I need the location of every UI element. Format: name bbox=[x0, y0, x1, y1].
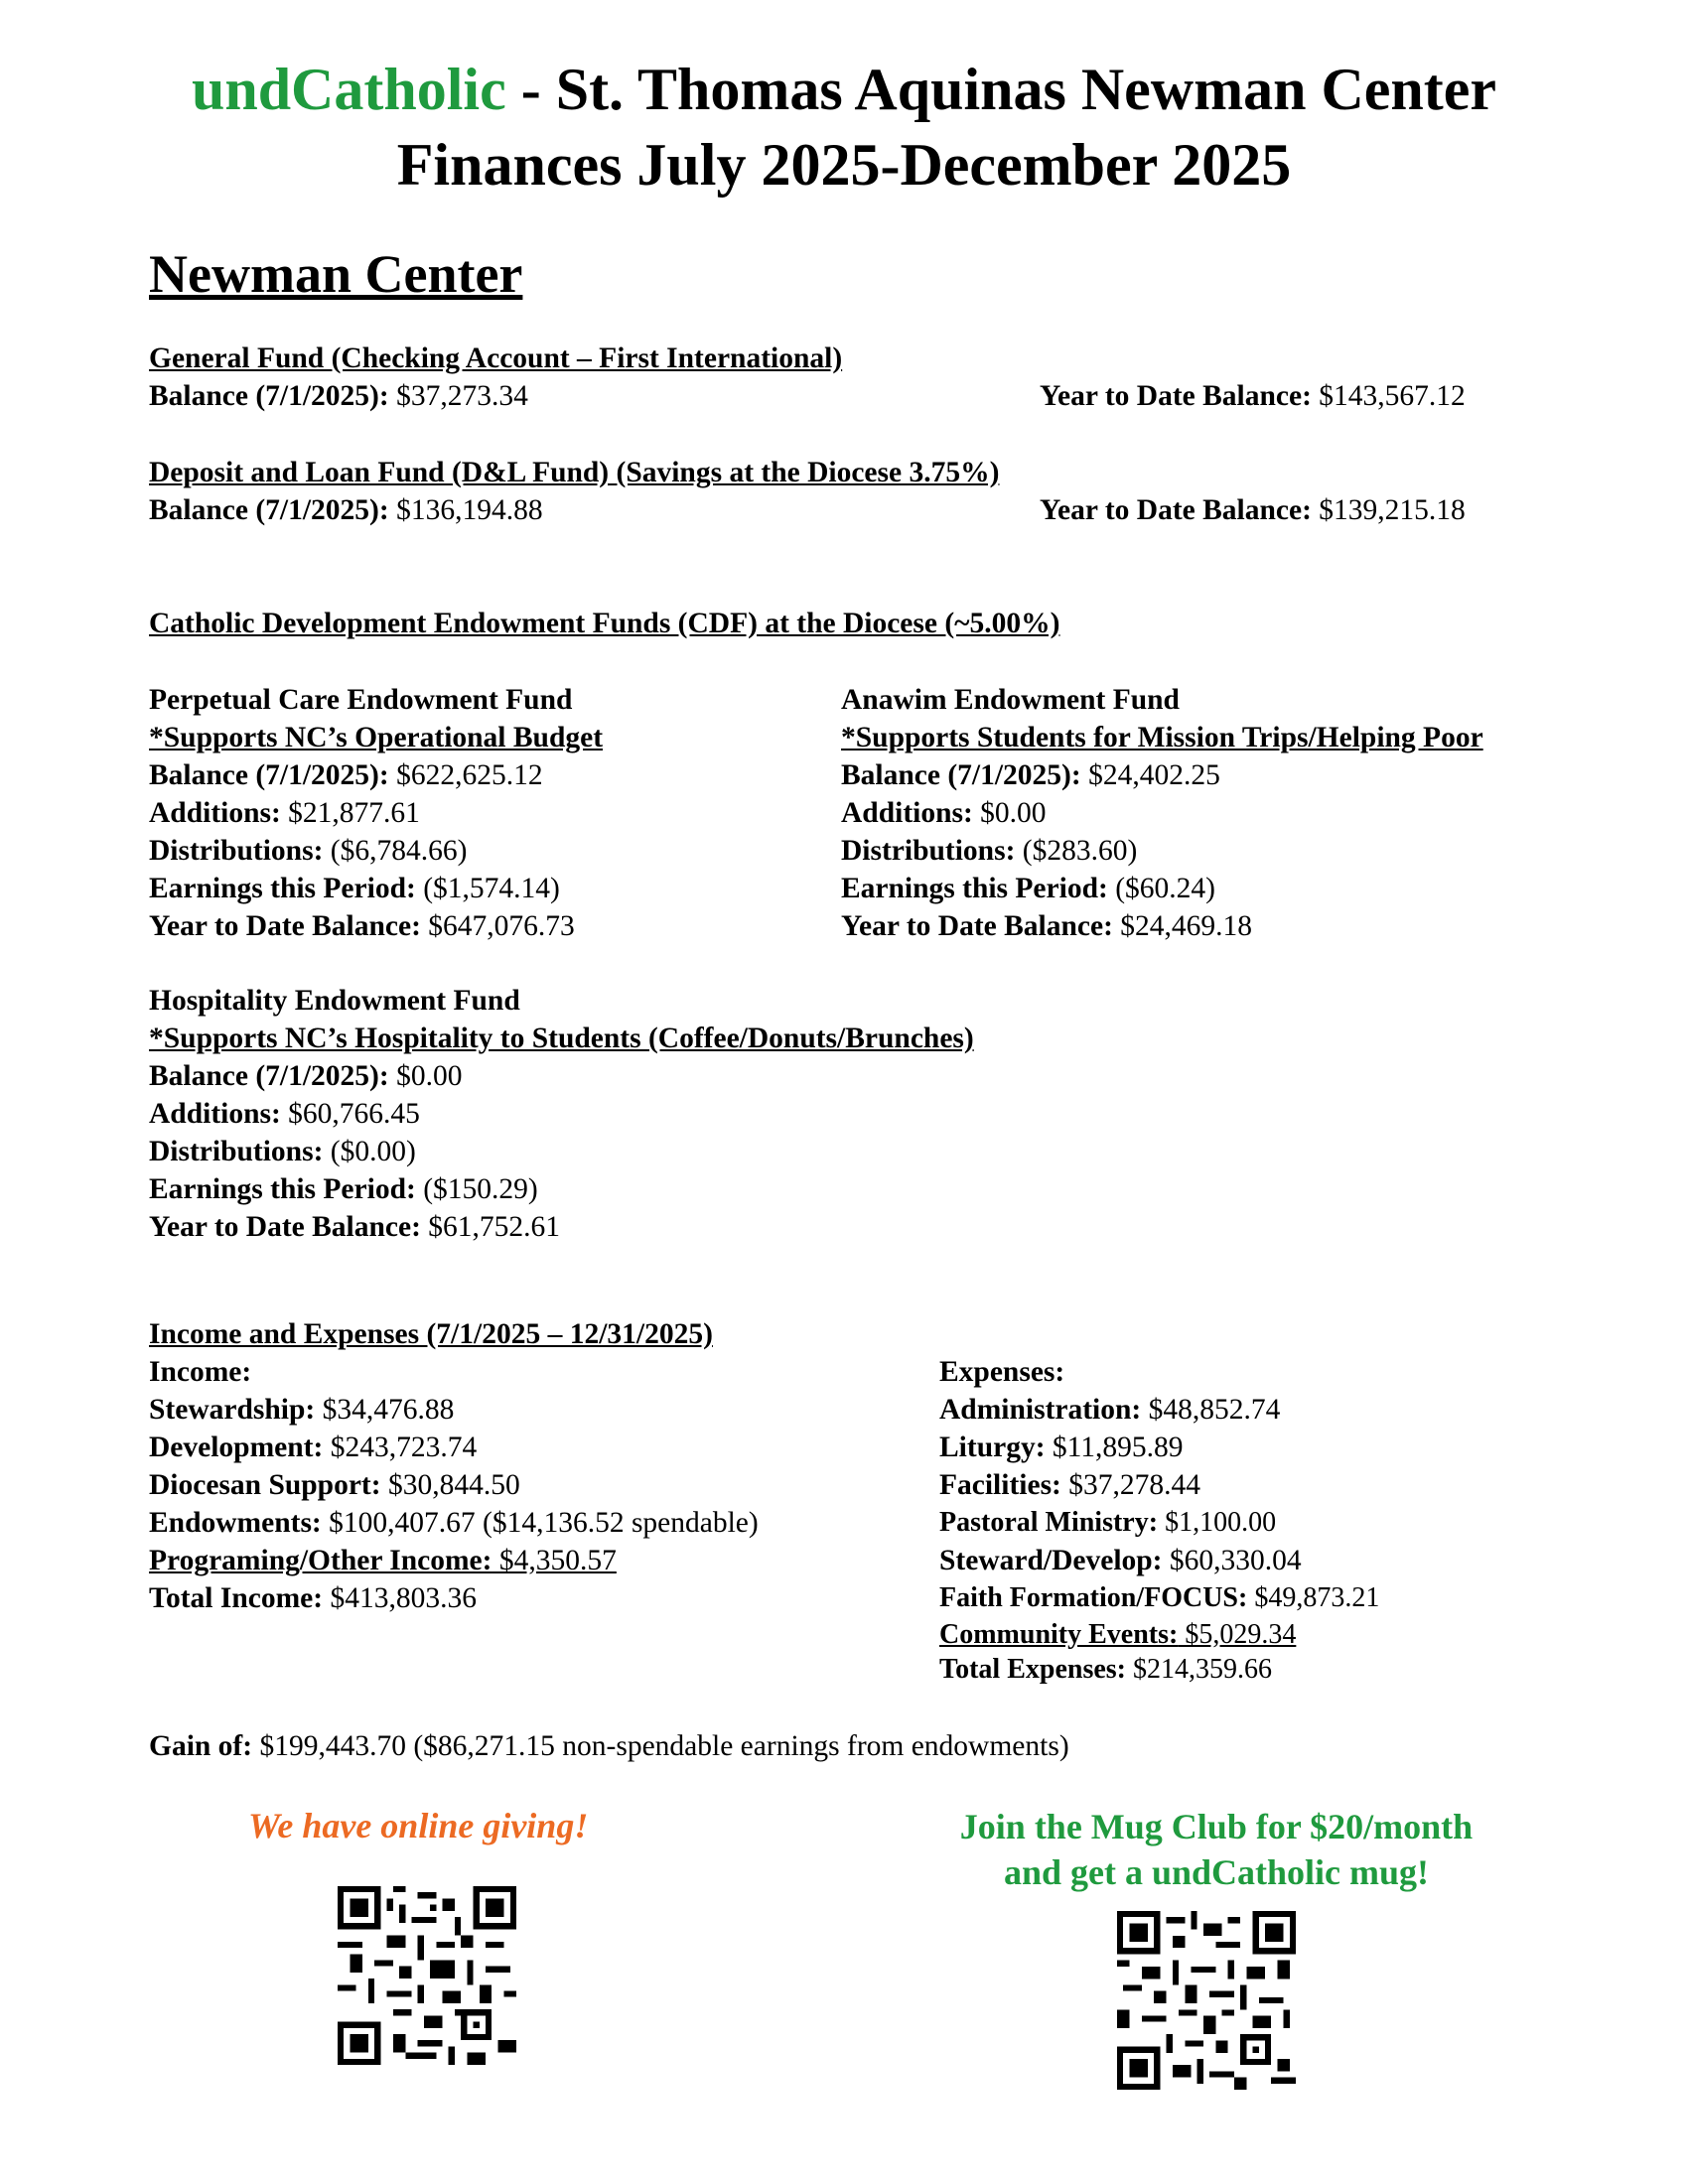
anawim-fund-supports: *Supports Students for Mission Trips/Helping Poor bbox=[841, 722, 1483, 753]
fund-row: Distributions: ($0.00) bbox=[149, 1136, 416, 1167]
expense-row: Steward/Develop: $60,330.04 bbox=[939, 1545, 1302, 1576]
fund-row: Earnings this Period: ($150.29) bbox=[149, 1173, 538, 1205]
expense-row: Liturgy: $11,895.89 bbox=[939, 1432, 1184, 1463]
dl-fund-ytd: Year to Date Balance: $139,215.18 bbox=[1040, 494, 1466, 526]
income-row: Programing/Other Income: $4,350.57 bbox=[149, 1545, 617, 1576]
cdf-heading: Catholic Development Endowment Funds (CDF) at the Diocese (~5.00%) bbox=[149, 608, 1060, 639]
income-block bbox=[149, 1353, 759, 1617]
perpetual-fund-block bbox=[149, 681, 603, 945]
general-fund-balance: Balance (7/1/2025): $37,273.34 bbox=[149, 380, 528, 412]
fund-row: Distributions: ($283.60) bbox=[841, 835, 1138, 867]
fund-row: Balance (7/1/2025): $622,625.12 bbox=[149, 759, 543, 791]
income-row: Development: $243,723.74 bbox=[149, 1432, 478, 1463]
fund-row: Distributions: ($6,784.66) bbox=[149, 835, 468, 867]
online-giving-qr-icon[interactable] bbox=[338, 1886, 516, 2065]
fund-row: Additions: $21,877.61 bbox=[149, 797, 420, 829]
expense-row: Community Events: $5,029.34 bbox=[939, 1619, 1297, 1650]
total-expenses: Total Expenses: $214,359.66 bbox=[939, 1654, 1273, 1685]
expense-row: Faith Formation/FOCUS: $49,873.21 bbox=[939, 1582, 1380, 1613]
hospitality-fund-name: Hospitality Endowment Fund bbox=[149, 985, 520, 1017]
dl-fund-balance: Balance (7/1/2025): $136,194.88 bbox=[149, 494, 543, 526]
title-rest: - St. Thomas Aquinas Newman Center bbox=[505, 57, 1497, 122]
mug-club-qr-icon[interactable] bbox=[1117, 1911, 1296, 2090]
fund-row: Earnings this Period: ($1,574.14) bbox=[149, 873, 560, 904]
fund-row: Earnings this Period: ($60.24) bbox=[841, 873, 1215, 904]
anawim-fund-block bbox=[841, 681, 1483, 945]
income-title: Income: bbox=[149, 1356, 252, 1388]
page-subtitle: Finances July 2025-December 2025 bbox=[396, 132, 1292, 198]
income-row: Endowments: $100,407.67 ($14,136.52 spendable) bbox=[149, 1507, 759, 1539]
gain-line: Gain of: $199,443.70 ($86,271.15 non-spendable earnings from endowments) bbox=[149, 1730, 1069, 1762]
fund-row: Year to Date Balance: $647,076.73 bbox=[149, 910, 575, 942]
expenses-block bbox=[939, 1353, 1379, 1687]
income-expenses-heading: Income and Expenses (7/1/2025 – 12/31/2025) bbox=[149, 1318, 713, 1350]
perpetual-fund-supports: *Supports NC’s Operational Budget bbox=[149, 722, 604, 753]
general-fund-heading: General Fund (Checking Account – First International) bbox=[149, 342, 843, 374]
perpetual-fund-name: Perpetual Care Endowment Fund bbox=[149, 684, 573, 716]
total-income: Total Income: $413,803.36 bbox=[149, 1582, 477, 1614]
income-row: Stewardship: $34,476.88 bbox=[149, 1394, 455, 1426]
fund-row: Year to Date Balance: $24,469.18 bbox=[841, 910, 1253, 942]
fund-row: Additions: $0.00 bbox=[841, 797, 1047, 829]
hospitality-fund-supports: *Supports NC’s Hospitality to Students (Coffee/Donuts/Brunches) bbox=[149, 1023, 974, 1054]
expense-row: Pastoral Ministry: $1,100.00 bbox=[939, 1507, 1277, 1538]
fund-row: Balance (7/1/2025): $24,402.25 bbox=[841, 759, 1220, 791]
hospitality-fund-block bbox=[149, 982, 974, 1246]
brand-name: undCatholic bbox=[191, 57, 506, 122]
fund-row: Year to Date Balance: $61,752.61 bbox=[149, 1211, 561, 1243]
section-title: Newman Center bbox=[149, 244, 523, 304]
mug-club-text: Join the Mug Club for $20/month and get a undCatholic mug! bbox=[959, 1807, 1474, 1892]
anawim-fund-name: Anawim Endowment Fund bbox=[841, 684, 1180, 716]
expense-row: Administration: $48,852.74 bbox=[939, 1394, 1281, 1426]
fund-row: Additions: $60,766.45 bbox=[149, 1098, 420, 1130]
page-title bbox=[0, 52, 1688, 127]
expense-row: Facilities: $37,278.44 bbox=[939, 1469, 1200, 1501]
expenses-title: Expenses: bbox=[939, 1356, 1065, 1388]
fund-row: Balance (7/1/2025): $0.00 bbox=[149, 1060, 463, 1092]
online-giving-text: We have online giving! bbox=[248, 1806, 589, 1845]
general-fund-ytd: Year to Date Balance: $143,567.12 bbox=[1040, 380, 1466, 412]
income-row: Diocesan Support: $30,844.50 bbox=[149, 1469, 520, 1501]
dl-fund-heading: Deposit and Loan Fund (D&L Fund) (Savings at the Diocese 3.75%) bbox=[149, 457, 1000, 488]
